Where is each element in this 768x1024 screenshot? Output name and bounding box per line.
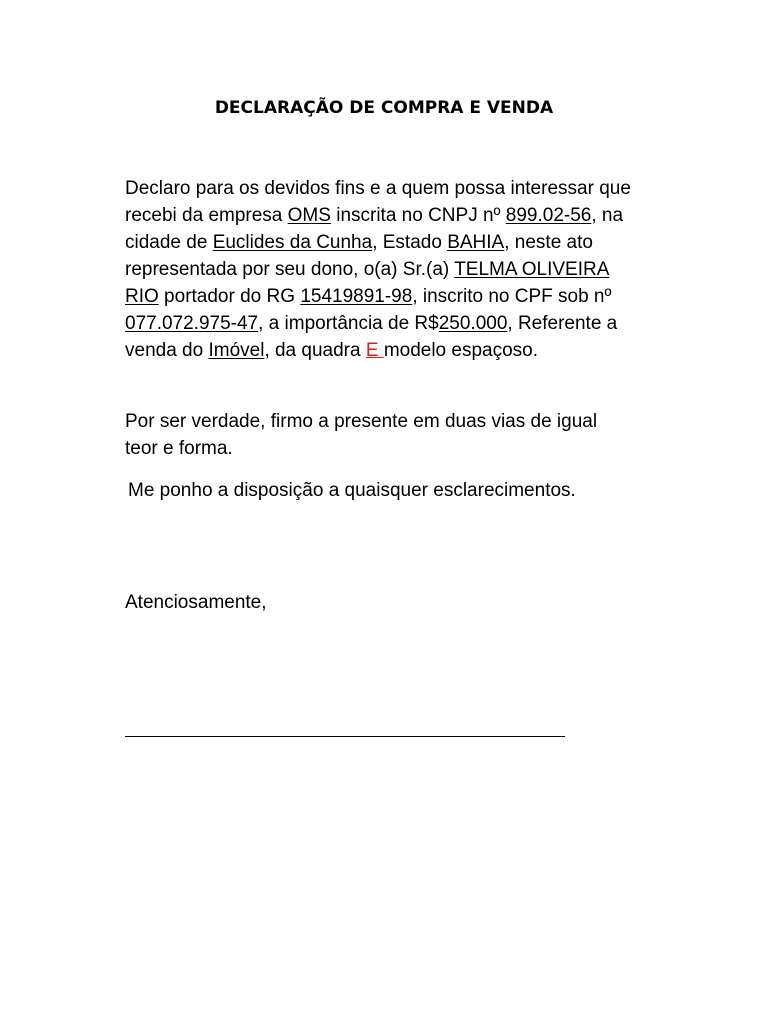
text-run: cidade de	[125, 232, 213, 253]
text-run: inscrita no CNPJ nº	[330, 205, 506, 226]
paragraph-line	[125, 256, 665, 283]
paragraph-line	[125, 202, 665, 229]
text-run: representada por seu dono, o(a) Sr.(a)	[125, 259, 455, 280]
amount-value: 250.000	[438, 313, 508, 334]
truth-statement-paragraph	[125, 408, 665, 462]
text-run: , Estado	[372, 232, 448, 253]
text-run: , na	[591, 205, 624, 226]
declaration-paragraph	[125, 175, 665, 364]
text-run: recebi da empresa	[125, 205, 288, 226]
paragraph-line: Atenciosamente,	[125, 592, 267, 613]
text-run: , da quadra	[264, 340, 366, 361]
paragraph-line	[125, 283, 665, 310]
signature-line	[125, 736, 565, 737]
document-title: DECLARAÇÃO DE COMPRA E VENDA	[214, 98, 554, 118]
cnpj-number: 899.02-56	[505, 205, 592, 226]
text-run: Declaro para os devidos fins e a quem possa interessar que	[125, 178, 631, 199]
paragraph-line: teor e forma.	[125, 438, 233, 459]
state-name: BAHIA	[447, 232, 505, 253]
cpf-number: 077.072.975-47	[125, 313, 259, 334]
owner-name-cont: RIO	[125, 286, 159, 307]
text-run: modelo espaçoso.	[383, 340, 539, 361]
paragraph-line	[125, 310, 665, 337]
block-letter: E	[365, 340, 384, 361]
paragraph-line	[125, 229, 665, 256]
text-run: , a importância de R$	[258, 313, 439, 334]
text-run: portador do RG	[158, 286, 301, 307]
text-run: , inscrito no CPF sob nº	[412, 286, 612, 307]
closing-salutation	[125, 589, 665, 616]
paragraph-line	[125, 337, 665, 364]
item-name: Imóvel	[208, 340, 265, 361]
owner-name: TELMA OLIVEIRA	[454, 259, 610, 280]
rg-number: 15419891-98	[300, 286, 413, 307]
company-name: OMS	[287, 205, 331, 226]
availability-paragraph	[128, 477, 668, 504]
paragraph-line	[125, 175, 665, 202]
text-run: venda do	[125, 340, 209, 361]
text-run: , Referente a	[507, 313, 618, 334]
text-run: , neste ato	[504, 232, 593, 253]
paragraph-line: Me ponho a disposição a quaisquer esclarecimentos.	[128, 480, 576, 501]
paragraph-line: Por ser verdade, firmo a presente em duas vias de igual	[125, 411, 598, 432]
city-name: Euclides da Cunha	[212, 232, 373, 253]
